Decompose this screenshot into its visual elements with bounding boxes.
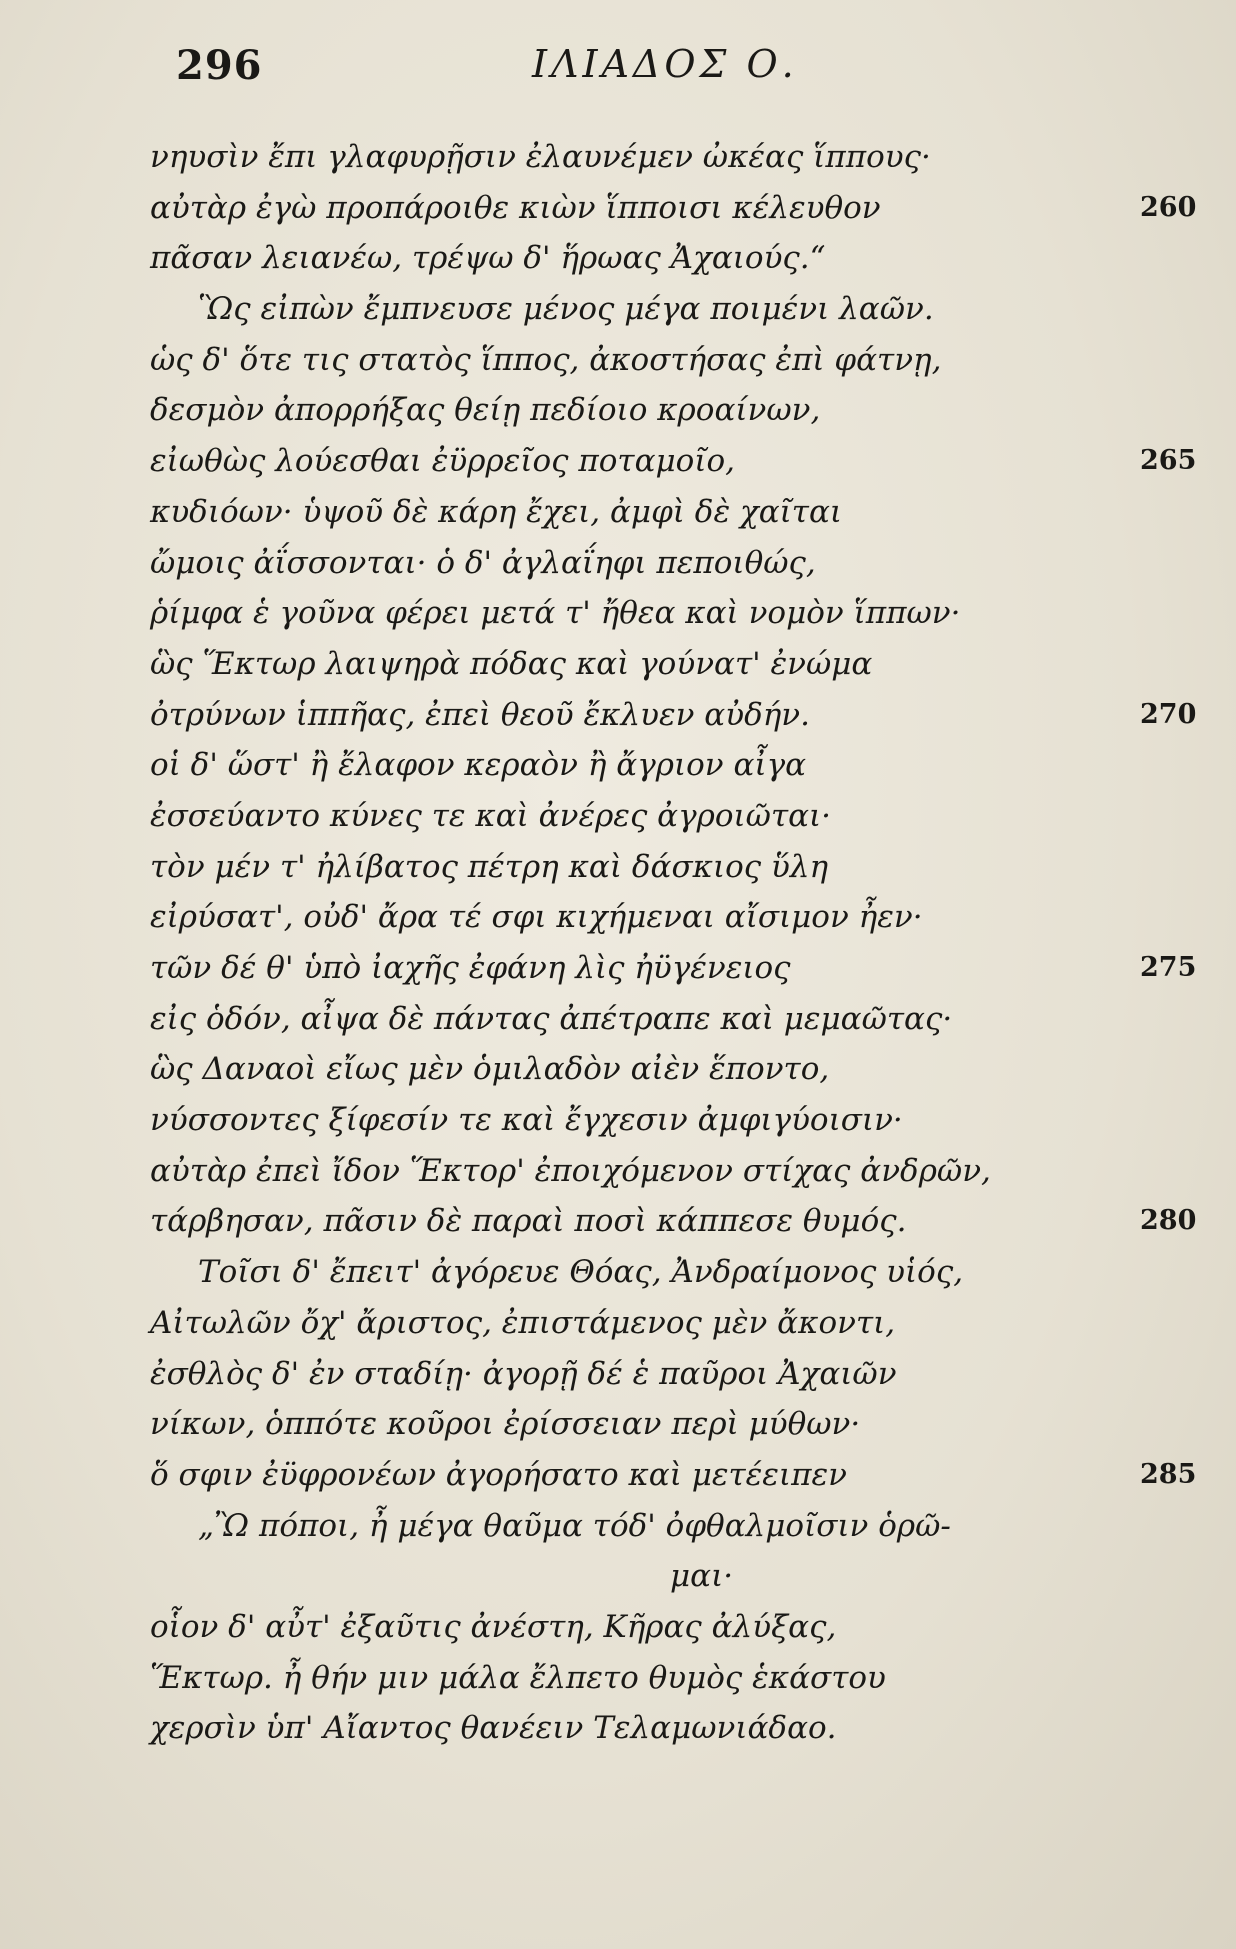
verse-line — [150, 1349, 1210, 1400]
verse-text: Αἰτωλῶν ὄχ' ἄριστος, ἐπιστάμενος μὲν ἄκοντι, — [150, 1304, 896, 1341]
verse-line — [150, 1298, 1210, 1349]
verse-line — [150, 1146, 1210, 1197]
verse-text: ὡς δ' ὅτε τις στατὸς ἵππος, ἀκοστήσας ἐπὶ φάτνῃ, — [150, 341, 942, 378]
line-number: 270 — [1140, 698, 1197, 730]
verse-text: ἐσθλὸς δ' ἐν σταδίῃ· ἀγορῇ δέ ἑ παῦροι Ἀχαιῶν — [150, 1355, 897, 1392]
verse-line — [150, 1551, 1210, 1602]
verse-line — [150, 385, 1210, 436]
verse-text: ῥίμφα ἑ γοῦνα φέρει μετά τ' ἤθεα καὶ νομὸν ἵππων· — [150, 595, 961, 632]
verse-line — [150, 1196, 1210, 1247]
verse-line — [150, 487, 1210, 538]
verse-text: μαι· — [670, 1558, 734, 1595]
verse-text: κυδιόων· ὑψοῦ δὲ κάρη ἔχει, ἀμφὶ δὲ χαῖται — [150, 493, 843, 530]
verse-line — [150, 1399, 1210, 1450]
verse-text: χερσὶν ὑπ' Αἴαντος θανέειν Τελαμωνιάδαο. — [150, 1710, 837, 1747]
verse-line — [150, 233, 1210, 284]
verse-text: ὤμοις ἀΐσσονται· ὁ δ' ἀγλαΐηφι πεποιθώς, — [150, 544, 816, 581]
verse-text: ὅ σφιν ἐϋφρονέων ἀγορήσατο καὶ μετέειπεν — [150, 1456, 847, 1493]
verse-text: ἐσσεύαντο κύνες τε καὶ ἀνέρες ἀγροιῶται· — [150, 797, 832, 834]
line-number: 280 — [1140, 1205, 1197, 1237]
page-header — [176, 42, 876, 98]
line-number: 275 — [1140, 952, 1197, 983]
verse-line — [150, 639, 1210, 690]
verse-text: νηυσὶν ἔπι γλαφυρῇσιν ἐλαυνέμεν ὠκέας ἵππους· — [150, 139, 931, 175]
verse-line — [150, 335, 1210, 386]
verse-text: οἱ δ' ὥστ' ἢ ἔλαφον κεραὸν ἢ ἄγριον αἶγα — [150, 747, 807, 784]
verse-text: ὣς Ἕκτωρ λαιψηρὰ πόδας καὶ γούνατ' ἐνώμα — [150, 645, 873, 682]
verse-line — [150, 690, 1210, 741]
verse-line — [150, 842, 1210, 893]
verse-text: νίκων, ὁππότε κοῦροι ἐρίσσειαν περὶ μύθων· — [150, 1406, 861, 1443]
verse-text: εἰς ὁδόν, αἶψα δὲ πάντας ἀπέτραπε καὶ μεμαῶτας· — [150, 1000, 953, 1037]
verse-line — [150, 1095, 1210, 1146]
verse-line — [150, 994, 1210, 1045]
verse-line — [150, 183, 1210, 234]
verse-text: Τοῖσι δ' ἔπειτ' ἀγόρευε Θόας, Ἀνδραίμονος υἱός, — [198, 1254, 964, 1291]
verse-text: νύσσοντες ξίφεσίν τε καὶ ἔγχεσιν ἀμφιγύοισιν· — [150, 1102, 903, 1139]
verse-text: ὣς Δαναοὶ εἴως μὲν ὁμιλαδὸν αἰὲν ἕποντο, — [150, 1051, 830, 1088]
verse-line — [150, 1703, 1210, 1754]
verse-text: ὀτρύνων ἱππῆας, ἐπεὶ θεοῦ ἔκλυεν αὐδήν. — [150, 696, 811, 733]
line-number: 260 — [1140, 191, 1197, 223]
verse-line — [150, 1501, 1210, 1552]
line-number: 285 — [1140, 1458, 1197, 1490]
verse-line — [150, 284, 1210, 335]
verse-line — [150, 1653, 1210, 1704]
verse-line — [150, 1247, 1210, 1298]
verse-line — [150, 538, 1210, 589]
verse-text: αὐτὰρ ἐπεὶ ἴδον Ἕκτορ' ἐποιχόμενον στίχας ἀνδρῶν, — [150, 1152, 991, 1189]
verse-line — [150, 892, 1210, 943]
page-number: 296 — [176, 42, 263, 89]
verse-text: τὸν μέν τ' ἠλίβατος πέτρη καὶ δάσκιος ὕλη — [150, 848, 829, 885]
verse-line — [150, 1602, 1210, 1653]
verse-line — [150, 791, 1210, 842]
verse-text: τάρβησαν, πᾶσιν δὲ παραὶ ποσὶ κάππεσε θυμός. — [150, 1203, 907, 1240]
verse-text: οἷον δ' αὖτ' ἐξαῦτις ἀνέστη, Κῆρας ἀλύξας, — [150, 1608, 837, 1645]
verse-text: τῶν δέ θ' ὑπὸ ἰαχῆς ἐφάνη λὶς ἠϋγένειος — [150, 950, 791, 986]
verse-text: πᾶσαν λειανέω, τρέψω δ' ἥρωας Ἀχαιούς.“ — [150, 240, 826, 277]
verse-line — [150, 1450, 1210, 1501]
verse-text: αὐτὰρ ἐγὼ προπάροιθε κιὼν ἵπποισι κέλευθον — [150, 189, 881, 226]
verse-line — [150, 436, 1210, 487]
verse-text: εἰρύσατ', οὐδ' ἄρα τέ σφι κιχήμεναι αἴσιμον ἦεν· — [150, 899, 923, 936]
verse-line — [150, 1044, 1210, 1095]
verse-text: „Ὢ πόποι, ἦ μέγα θαῦμα τόδ' ὀφθαλμοῖσιν ὁρῶ- — [198, 1507, 951, 1544]
line-number: 265 — [1140, 445, 1197, 477]
running-title: ΙΛΙΑΔΟΣ Ο. — [532, 42, 798, 86]
verse-text: δεσμὸν ἀπορρήξας θείῃ πεδίοιο κροαίνων, — [150, 392, 821, 429]
verse-text: Ἕκτωρ. ἦ θήν μιν μάλα ἔλπετο θυμὸς ἑκάστου — [150, 1659, 886, 1696]
verse-line — [150, 740, 1210, 791]
verse-line — [150, 943, 1210, 994]
verse-text: εἰωθὼς λούεσθαι ἐϋρρεῖος ποταμοῖο, — [150, 443, 735, 480]
verse-text: Ὣς εἰπὼν ἔμπνευσε μένος μέγα ποιμένι λαῶν. — [198, 291, 934, 328]
verse-block — [150, 132, 1210, 1754]
verse-line — [150, 132, 1210, 183]
verse-line — [150, 588, 1210, 639]
